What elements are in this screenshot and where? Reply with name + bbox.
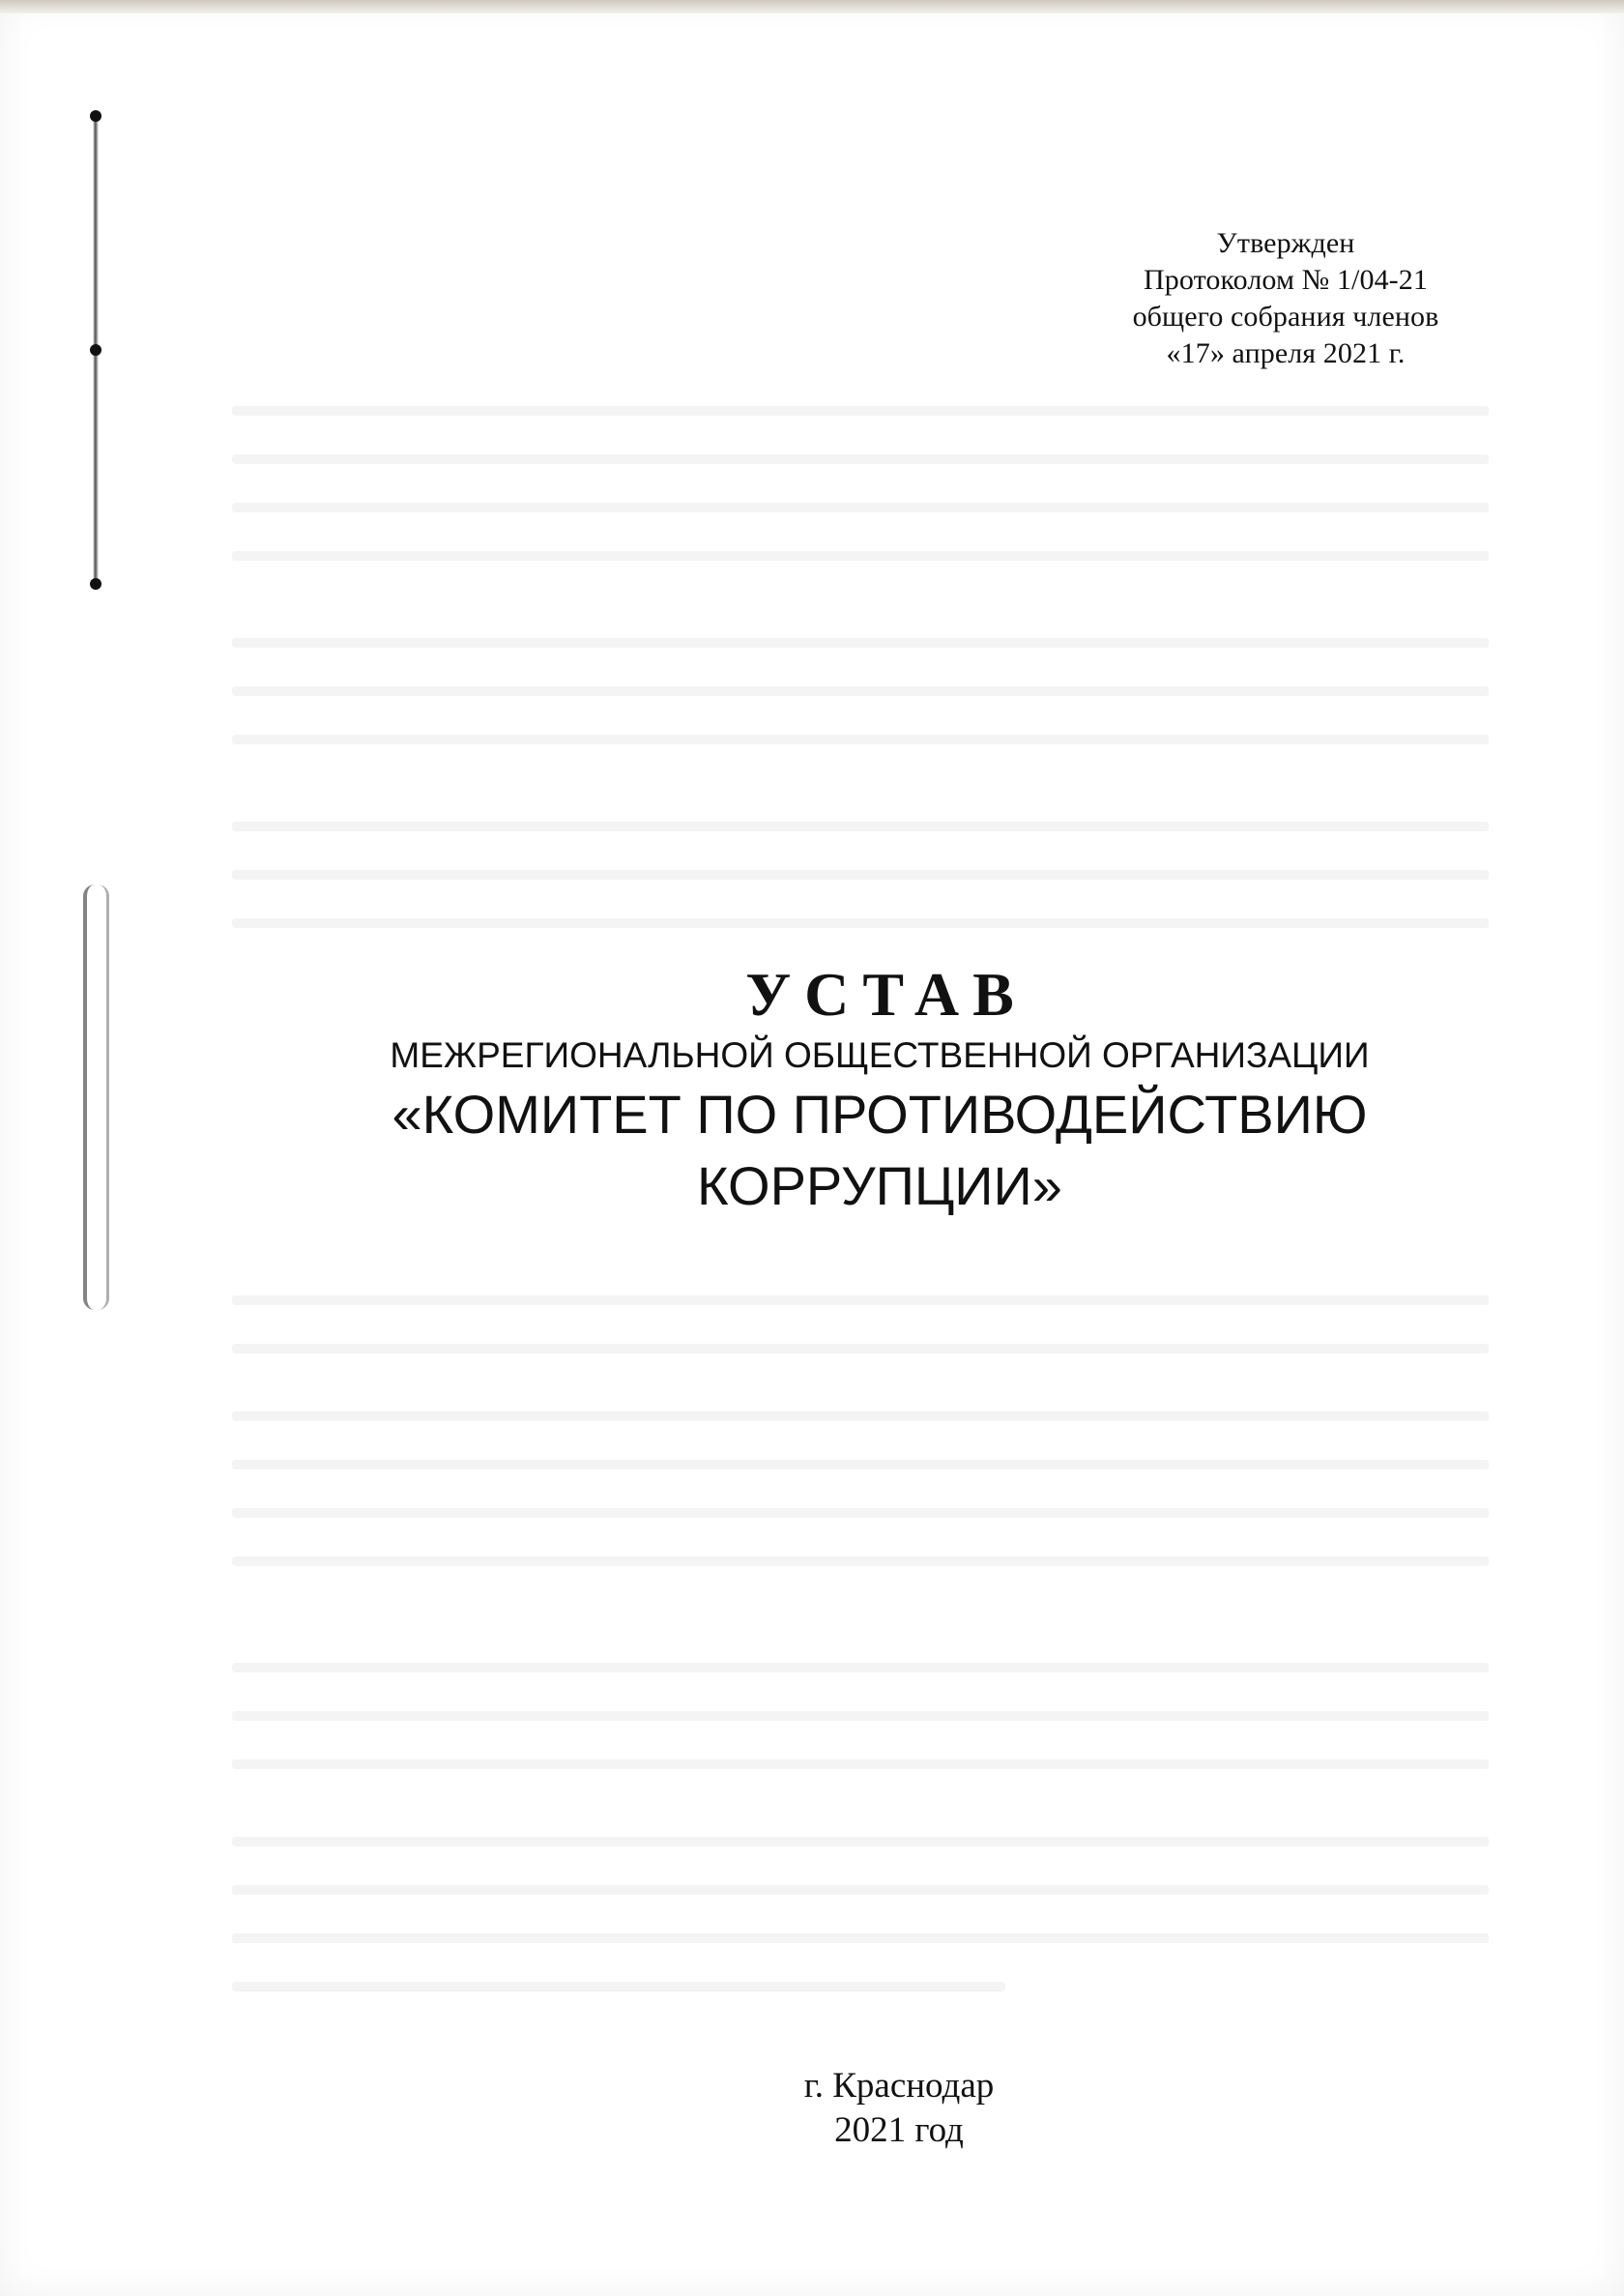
bleed-through-line (232, 503, 1489, 512)
binding-hole (90, 344, 102, 356)
binding-thread-loop (83, 885, 109, 1310)
binding-hole (90, 578, 102, 590)
bleed-through-line (232, 870, 1489, 880)
bleed-through-line (232, 1411, 1489, 1421)
organization-name: «КОМИТЕТ ПО ПРОТИВОДЕЙСТВИЮ (392, 1084, 1368, 1145)
organization-name: КОРРУПЦИИ» (697, 1155, 1062, 1216)
title-block (232, 957, 1527, 1220)
bleed-through-line (232, 1295, 1489, 1305)
bleed-through-line (232, 454, 1489, 464)
bleed-through-line (232, 1508, 1489, 1518)
approval-line: Утвержден (1216, 227, 1355, 259)
bleed-through-line (232, 918, 1489, 928)
approval-line: «17» апреля 2021 г. (1166, 337, 1406, 369)
organization-type: МЕЖРЕГИОНАЛЬНОЙ ОБЩЕСТВЕННОЙ ОРГАНИЗАЦИИ (390, 1035, 1370, 1075)
bleed-through-line (232, 1460, 1489, 1469)
bleed-through-line (232, 1711, 1489, 1721)
bleed-through-line (232, 1837, 1489, 1846)
bleed-through-line (232, 1556, 1489, 1566)
year: 2021 год (834, 2110, 964, 2150)
bleed-through-line (232, 686, 1489, 696)
bleed-through-line (232, 551, 1489, 561)
approval-line: общего собрания членов (1132, 301, 1439, 333)
bleed-through-line (232, 1885, 1489, 1895)
bleed-through-line (232, 735, 1489, 744)
city: г. Краснодар (803, 2066, 995, 2106)
bleed-through-line (232, 1982, 1005, 1991)
bleed-through-line (232, 1663, 1489, 1672)
page-top-edge (0, 0, 1624, 14)
approval-block (1102, 225, 1469, 372)
approval-line: Протоколом № 1/04-21 (1144, 264, 1428, 296)
bleed-through-line (232, 638, 1489, 648)
bleed-through-line (232, 1344, 1489, 1353)
document-title: УСТАВ (745, 960, 1028, 1029)
bleed-through-line (232, 406, 1489, 416)
binding-hole (90, 110, 102, 122)
bleed-through-line (232, 822, 1489, 831)
bleed-through-line (232, 1759, 1489, 1769)
place-block (715, 2064, 1083, 2153)
bleed-through-line (232, 1933, 1489, 1943)
